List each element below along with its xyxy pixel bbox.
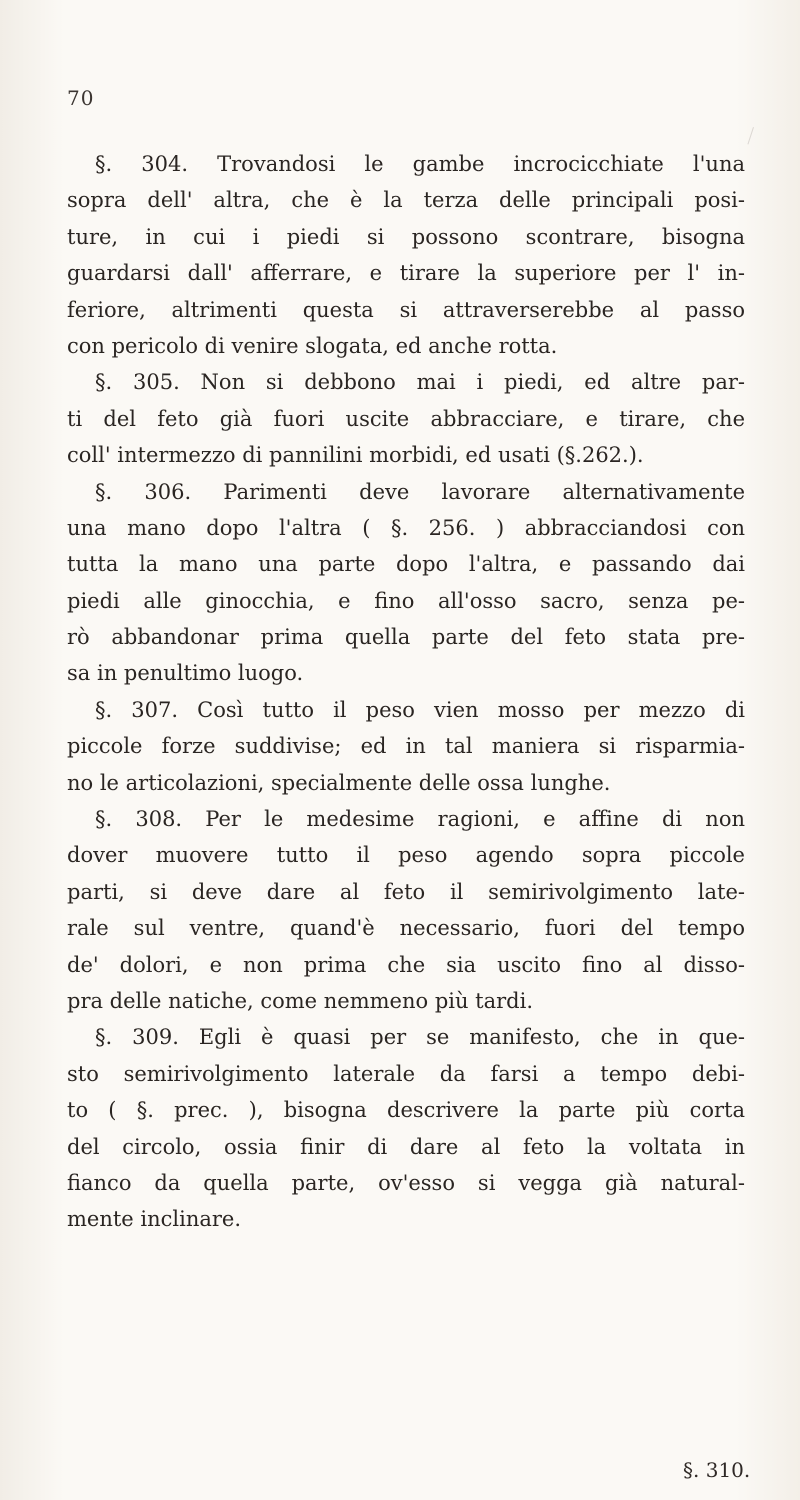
text-line: §. 309. Egli è quasi per se manifesto, che in que- [95, 1025, 745, 1050]
text-line: sa in penultimo luogo. [67, 661, 304, 686]
text-line: piedi alle ginocchia, e fino all'osso sacro, senza pe- [67, 588, 745, 613]
paragraph-309 [67, 1019, 745, 1237]
text-line: piccole forze suddivise; ed in tal maniera si risparmia- [67, 734, 745, 759]
text-line: mente inclinare. [67, 1207, 242, 1232]
text-line: §. 305. Non si debbono mai i piedi, ed altre par- [95, 370, 745, 395]
text-line: tutta la mano una parte dopo l'altra, e passando dai [67, 552, 745, 577]
page-number: 70 [67, 86, 95, 110]
paragraph-305 [67, 364, 745, 473]
text-line: rò abbandonar prima quella parte del feto stata pre- [67, 625, 745, 650]
text-line: ti del feto già fuori uscite abbracciare, e tirare, che [67, 406, 745, 431]
text-line: rale sul ventre, quand'è necessario, fuori del tempo [67, 916, 745, 941]
text-line: §. 308. Per le medesime ragioni, e affine di non [95, 807, 745, 832]
text-line: parti, si deve dare al feto il semirivolgimento late- [67, 879, 745, 904]
text-line: del circolo, ossia finir di dare al feto la voltata in [67, 1134, 745, 1159]
text-line: pra delle natiche, come nemmeno più tardi. [67, 988, 534, 1013]
main-text [67, 146, 745, 1238]
text-line: §. 304. Trovandosi le gambe incrocicchiate l'una [95, 152, 745, 176]
text-line: §. 307. Così tutto il peso vien mosso per mezzo di [95, 697, 745, 722]
text-line: fianco da quella parte, ov'esso si vegga già natural- [67, 1170, 745, 1195]
text-line: una mano dopo l'altra ( §. 256. ) abbracciandosi con [67, 515, 745, 540]
paragraph-308 [67, 801, 745, 1019]
text-line: coll' intermezzo di pannilini morbidi, ed usati (§.262.). [67, 443, 644, 468]
text-line: §. 306. Parimenti deve lavorare alternativamente [95, 479, 745, 504]
catchword: §. 310. [683, 1458, 751, 1482]
text-line: con pericolo di venire slogata, ed anche rotta. [67, 333, 558, 358]
text-line: sto semirivolgimento laterale da farsi a tempo debi- [67, 1061, 745, 1086]
text-line: feriore, altrimenti questa si attraverserebbe al passo [67, 297, 745, 322]
text-line: guardarsi dall' afferrare, e tirare la superiore per l' in- [67, 261, 745, 286]
text-line: de' dolori, e non prima che sia uscito fino al disso- [67, 952, 745, 977]
text-line: to ( §. prec. ), bisogna descrivere la parte più corta [67, 1098, 745, 1123]
text-line: sopra dell' altra, che è la terza delle principali posi- [67, 188, 745, 213]
paragraph-307 [67, 692, 745, 801]
paragraph-306 [67, 474, 745, 692]
text-line: ture, in cui i piedi si possono scontrare, bisogna [67, 224, 745, 249]
paper-mark [747, 127, 761, 147]
text-line: no le articolazioni, specialmente delle ossa lunghe. [67, 770, 611, 795]
text-line: dover muovere tutto il peso agendo sopra piccole [67, 843, 745, 868]
paragraph-304 [67, 146, 745, 364]
